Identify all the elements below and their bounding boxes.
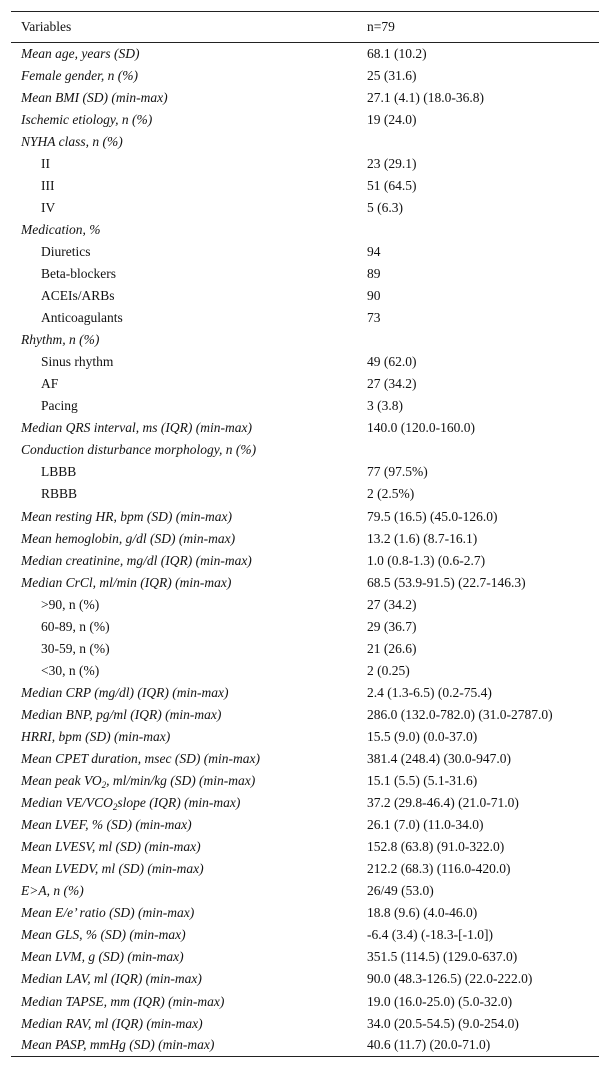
label-text: Mean CPET duration, msec (SD) (min-max) bbox=[21, 751, 260, 767]
variable-label bbox=[11, 329, 367, 351]
table-row bbox=[11, 638, 599, 660]
label-text: NYHA class, n (%) bbox=[21, 133, 123, 149]
label-text: Mean hemoglobin, g/dl (SD) (min-max) bbox=[21, 530, 236, 546]
table-row bbox=[11, 65, 599, 87]
variable-label bbox=[11, 417, 367, 439]
variable-label bbox=[11, 263, 367, 285]
table-row bbox=[11, 43, 599, 65]
variable-label bbox=[11, 43, 367, 65]
value-cell: 26/49 (53.0) bbox=[367, 883, 434, 899]
table-row bbox=[11, 395, 599, 417]
table-row bbox=[11, 1013, 599, 1035]
variable-label bbox=[11, 1013, 367, 1035]
label-text: Ischemic etiology, n (%) bbox=[21, 111, 153, 127]
variable-label bbox=[11, 219, 367, 241]
value-cell: 37.2 (29.8-46.4) (21.0-71.0) bbox=[367, 795, 519, 811]
label-subscript: 2 bbox=[112, 802, 118, 813]
table-row bbox=[11, 616, 599, 638]
label-text: Median TAPSE, mm (IQR) (min-max) bbox=[21, 993, 225, 1009]
label-text: Pacing bbox=[41, 398, 78, 414]
table-row bbox=[11, 219, 599, 241]
label-text: Female gender, n (%) bbox=[21, 67, 138, 83]
label-text: Mean BMI (SD) (min-max) bbox=[21, 89, 168, 105]
table-row bbox=[11, 528, 599, 550]
variable-label bbox=[11, 505, 367, 527]
table-row bbox=[11, 770, 599, 792]
value-cell: 51 (64.5) bbox=[367, 177, 417, 193]
label-text: Mean LVEDV, ml (SD) (min-max) bbox=[21, 861, 204, 877]
variable-label bbox=[11, 594, 367, 616]
table-row bbox=[11, 814, 599, 836]
table-row bbox=[11, 307, 599, 329]
variable-label bbox=[11, 748, 367, 770]
value-cell: 2.4 (1.3-6.5) (0.2-75.4) bbox=[367, 684, 492, 700]
label-text: Anticoagulants bbox=[41, 310, 123, 326]
value-cell: 68.5 (53.9-91.5) (22.7-146.3) bbox=[367, 574, 526, 590]
table-row bbox=[11, 880, 599, 902]
label-text: Mean PASP, mmHg (SD) (min-max) bbox=[21, 1037, 215, 1053]
label-text: <30, n (%) bbox=[41, 662, 100, 678]
value-cell: 90 bbox=[367, 288, 381, 304]
value-cell: 2 (0.25) bbox=[367, 662, 410, 678]
header-variables: Variables bbox=[21, 19, 72, 34]
characteristics-table bbox=[11, 11, 599, 1057]
label-text: Conduction disturbance morphology, n (%) bbox=[21, 442, 257, 458]
table-row bbox=[11, 748, 599, 770]
label-text: Median QRS interval, ms (IQR) (min-max) bbox=[21, 420, 252, 436]
table-row bbox=[11, 483, 599, 505]
table-row bbox=[11, 660, 599, 682]
table-row bbox=[11, 924, 599, 946]
variable-label bbox=[11, 836, 367, 858]
value-cell: 381.4 (248.4) (30.0-947.0) bbox=[367, 751, 511, 767]
table-row bbox=[11, 87, 599, 109]
table-row bbox=[11, 704, 599, 726]
variable-label bbox=[11, 131, 367, 153]
label-text: Median LAV, ml (IQR) (min-max) bbox=[21, 971, 202, 987]
value-cell bbox=[367, 439, 599, 461]
table-row bbox=[11, 109, 599, 131]
table-row bbox=[11, 439, 599, 461]
table-row bbox=[11, 461, 599, 483]
label-text: IV bbox=[41, 199, 56, 215]
label-suffix: slope (IQR) (min-max) bbox=[117, 795, 241, 811]
label-text: Median BNP, pg/ml (IQR) (min-max) bbox=[21, 706, 222, 722]
variable-label bbox=[11, 814, 367, 836]
label-text: Rhythm, n (%) bbox=[21, 332, 100, 348]
table-row bbox=[11, 329, 599, 351]
variable-label bbox=[11, 968, 367, 990]
variable-label bbox=[11, 175, 367, 197]
variable-label bbox=[11, 197, 367, 219]
label-text: Median RAV, ml (IQR) (min-max) bbox=[21, 1015, 203, 1031]
table-row bbox=[11, 550, 599, 572]
variable-label bbox=[11, 858, 367, 880]
variable-label bbox=[11, 991, 367, 1013]
value-cell: 1.0 (0.8-1.3) (0.6-2.7) bbox=[367, 552, 486, 568]
table-row bbox=[11, 373, 599, 395]
variable-label bbox=[11, 792, 367, 814]
table-row bbox=[11, 263, 599, 285]
label-subscript: 2 bbox=[101, 780, 107, 791]
table-row bbox=[11, 505, 599, 527]
value-cell: 15.5 (9.0) (0.0-37.0) bbox=[367, 728, 478, 744]
table-row bbox=[11, 417, 599, 439]
value-cell: 27.1 (4.1) (18.0-36.8) bbox=[367, 89, 484, 105]
variable-label bbox=[11, 109, 367, 131]
label-text: Mean LVEF, % (SD) (min-max) bbox=[21, 817, 192, 833]
table-row bbox=[11, 197, 599, 219]
header-n: n=79 bbox=[367, 19, 395, 34]
variable-label bbox=[11, 373, 367, 395]
label-text: RBBB bbox=[41, 486, 78, 502]
value-cell bbox=[367, 329, 599, 351]
value-cell: 21 (26.6) bbox=[367, 640, 417, 656]
variable-label bbox=[11, 704, 367, 726]
value-cell: 351.5 (114.5) (129.0-637.0) bbox=[367, 949, 518, 965]
variable-label bbox=[11, 241, 367, 263]
table-row bbox=[11, 175, 599, 197]
label-text: Mean LVESV, ml (SD) (min-max) bbox=[21, 839, 201, 855]
value-cell bbox=[367, 131, 599, 153]
table-row bbox=[11, 153, 599, 175]
table-row bbox=[11, 1035, 599, 1057]
table-row bbox=[11, 594, 599, 616]
table-row bbox=[11, 902, 599, 924]
variable-label bbox=[11, 946, 367, 968]
value-cell: 49 (62.0) bbox=[367, 354, 417, 370]
variable-label bbox=[11, 439, 367, 461]
variable-label bbox=[11, 1035, 367, 1057]
table-header-row bbox=[11, 12, 599, 43]
value-cell: -6.4 (3.4) (-18.3-[-1.0]) bbox=[367, 927, 493, 943]
value-cell: 29 (36.7) bbox=[367, 618, 417, 634]
label-text: Mean GLS, % (SD) (min-max) bbox=[21, 927, 186, 943]
value-cell: 68.1 (10.2) bbox=[367, 45, 427, 61]
table-row bbox=[11, 858, 599, 880]
variable-label bbox=[11, 550, 367, 572]
value-cell: 89 bbox=[367, 265, 381, 281]
variable-label bbox=[11, 924, 367, 946]
value-cell: 73 bbox=[367, 310, 381, 326]
variable-label bbox=[11, 528, 367, 550]
value-cell: 2 (2.5%) bbox=[367, 486, 415, 502]
variable-label bbox=[11, 153, 367, 175]
label-text: 60-89, n (%) bbox=[41, 618, 110, 634]
label-text: HRRI, bpm (SD) (min-max) bbox=[21, 728, 171, 744]
label-text: Mean E/e’ ratio (SD) (min-max) bbox=[21, 905, 195, 921]
value-cell: 94 bbox=[367, 243, 381, 259]
label-text: E>A, n (%) bbox=[21, 883, 84, 899]
variable-label bbox=[11, 902, 367, 924]
variable-label bbox=[11, 880, 367, 902]
variable-label bbox=[11, 682, 367, 704]
table-row bbox=[11, 792, 599, 814]
value-cell: 90.0 (48.3-126.5) (22.0-222.0) bbox=[367, 971, 533, 987]
label-text: Median CrCl, ml/min (IQR) (min-max) bbox=[21, 574, 232, 590]
table-row bbox=[11, 572, 599, 594]
table-row bbox=[11, 351, 599, 373]
label-text: Beta-blockers bbox=[41, 265, 116, 281]
value-cell: 152.8 (63.8) (91.0-322.0) bbox=[367, 839, 505, 855]
variable-label bbox=[11, 770, 367, 792]
label-text: Medication, % bbox=[21, 221, 101, 237]
variable-label bbox=[11, 461, 367, 483]
variable-label bbox=[11, 483, 367, 505]
variable-label bbox=[11, 616, 367, 638]
variable-label bbox=[11, 351, 367, 373]
label-suffix: , ml/min/kg (SD) (min-max) bbox=[106, 773, 256, 789]
label-text: Mean peak VO bbox=[21, 773, 102, 789]
variable-label bbox=[11, 726, 367, 748]
value-cell: 77 (97.5%) bbox=[367, 464, 428, 480]
table-body bbox=[11, 43, 599, 1057]
value-cell: 34.0 (20.5-54.5) (9.0-254.0) bbox=[367, 1015, 519, 1031]
value-cell: 286.0 (132.0-782.0) (31.0-2787.0) bbox=[367, 706, 553, 722]
label-text: Mean LVM, g (SD) (min-max) bbox=[21, 949, 184, 965]
label-text: Diuretics bbox=[41, 243, 91, 259]
label-text: Median CRP (mg/dl) (IQR) (min-max) bbox=[21, 684, 229, 700]
value-cell: 26.1 (7.0) (11.0-34.0) bbox=[367, 817, 484, 833]
label-text: ACEIs/ARBs bbox=[41, 288, 115, 304]
label-text: Median VE/VCO bbox=[21, 795, 113, 811]
value-cell: 3 (3.8) bbox=[367, 398, 403, 414]
variable-label bbox=[11, 660, 367, 682]
value-cell: 40.6 (11.7) (20.0-71.0) bbox=[367, 1037, 491, 1053]
value-cell: 23 (29.1) bbox=[367, 155, 417, 171]
value-cell bbox=[367, 219, 599, 241]
value-cell: 19.0 (16.0-25.0) (5.0-32.0) bbox=[367, 993, 513, 1009]
label-text: >90, n (%) bbox=[41, 596, 100, 612]
value-cell: 5 (6.3) bbox=[367, 199, 403, 215]
table-row bbox=[11, 968, 599, 990]
label-text: Mean resting HR, bpm (SD) (min-max) bbox=[21, 508, 232, 524]
value-cell: 15.1 (5.5) (5.1-31.6) bbox=[367, 773, 478, 789]
value-cell: 18.8 (9.6) (4.0-46.0) bbox=[367, 905, 478, 921]
value-cell: 79.5 (16.5) (45.0-126.0) bbox=[367, 508, 498, 524]
label-text: III bbox=[41, 177, 55, 193]
value-cell: 212.2 (68.3) (116.0-420.0) bbox=[367, 861, 511, 877]
table-row bbox=[11, 836, 599, 858]
value-cell: 25 (31.6) bbox=[367, 67, 417, 83]
variable-label bbox=[11, 572, 367, 594]
variable-label bbox=[11, 307, 367, 329]
label-text: Median creatinine, mg/dl (IQR) (min-max) bbox=[21, 552, 252, 568]
variable-label bbox=[11, 87, 367, 109]
table-row bbox=[11, 946, 599, 968]
value-cell: 13.2 (1.6) (8.7-16.1) bbox=[367, 530, 478, 546]
variable-label bbox=[11, 65, 367, 87]
table-row bbox=[11, 682, 599, 704]
value-cell: 140.0 (120.0-160.0) bbox=[367, 420, 475, 436]
value-cell: 27 (34.2) bbox=[367, 376, 417, 392]
table-row bbox=[11, 726, 599, 748]
table-row bbox=[11, 241, 599, 263]
table-row bbox=[11, 131, 599, 153]
table-row bbox=[11, 991, 599, 1013]
variable-label bbox=[11, 285, 367, 307]
value-cell: 27 (34.2) bbox=[367, 596, 417, 612]
table-row bbox=[11, 285, 599, 307]
label-text: LBBB bbox=[41, 464, 77, 480]
variable-label bbox=[11, 395, 367, 417]
label-text: Sinus rhythm bbox=[41, 354, 114, 370]
value-cell: 19 (24.0) bbox=[367, 111, 417, 127]
label-text: AF bbox=[41, 376, 59, 392]
label-text: II bbox=[41, 155, 50, 171]
label-text: Mean age, years (SD) bbox=[21, 45, 140, 61]
variable-label bbox=[11, 638, 367, 660]
label-text: 30-59, n (%) bbox=[41, 640, 110, 656]
